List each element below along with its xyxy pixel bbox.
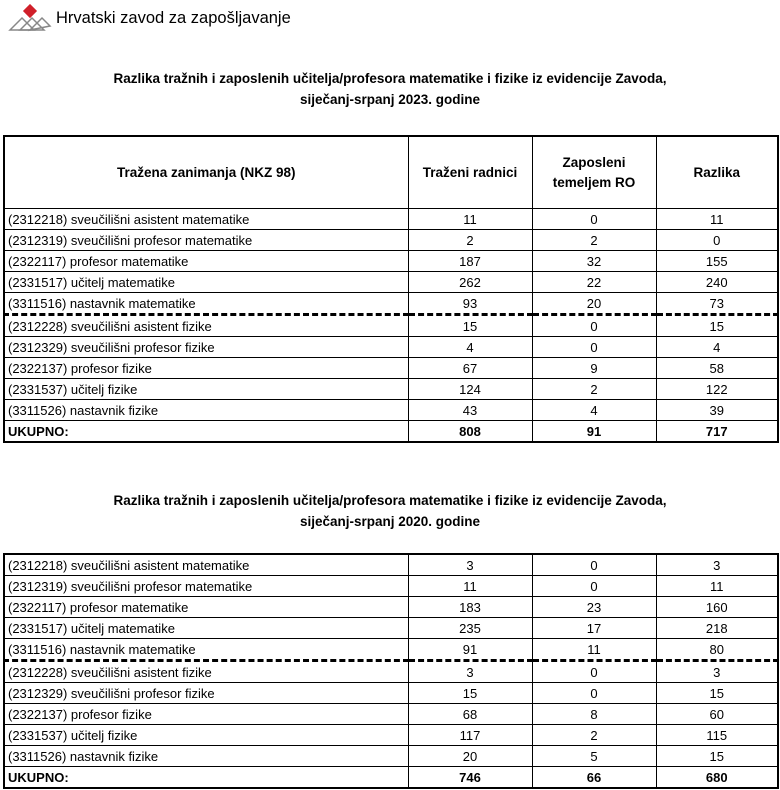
- cell-occupation: (2312228) sveučilišni asistent fizike: [4, 315, 408, 337]
- cell-employed: 0: [532, 337, 656, 358]
- cell-difference: 122: [656, 379, 778, 400]
- cell-difference: 58: [656, 358, 778, 379]
- cell-difference: 4: [656, 337, 778, 358]
- table-row: [4, 337, 778, 358]
- cell-requested: 3: [408, 661, 532, 683]
- table-row: [4, 661, 778, 683]
- total-difference: 680: [656, 767, 778, 789]
- cell-requested: 20: [408, 746, 532, 767]
- cell-requested: 187: [408, 251, 532, 272]
- cell-occupation: (2331517) učitelj matematike: [4, 272, 408, 293]
- cell-occupation: (2312218) sveučilišni asistent matematike: [4, 209, 408, 230]
- cell-occupation: (2322117) profesor matematike: [4, 251, 408, 272]
- table-total-row: [4, 421, 778, 443]
- cell-occupation: (3311526) nastavnik fizike: [4, 400, 408, 421]
- cell-employed: 0: [532, 554, 656, 576]
- cell-employed: 17: [532, 618, 656, 639]
- col-header-difference: Razlika: [656, 136, 778, 209]
- cell-requested: 183: [408, 597, 532, 618]
- table-row: [4, 230, 778, 251]
- table-row: [4, 400, 778, 421]
- cell-occupation: (3311516) nastavnik matematike: [4, 293, 408, 315]
- cell-requested: 93: [408, 293, 532, 315]
- table-row: [4, 358, 778, 379]
- table1-title-line1: Razlika tražnih i zaposlenih učitelja/profesora matematike i fizike iz evidencije Zavoda,: [113, 71, 667, 86]
- cell-requested: 3: [408, 554, 532, 576]
- cell-occupation: (3311516) nastavnik matematike: [4, 639, 408, 661]
- table-row: [4, 746, 778, 767]
- cell-difference: 15: [656, 683, 778, 704]
- cell-employed: 2: [532, 725, 656, 746]
- cell-employed: 9: [532, 358, 656, 379]
- cell-occupation: (2312319) sveučilišni profesor matematike: [4, 576, 408, 597]
- table-row: [4, 597, 778, 618]
- cell-requested: 2: [408, 230, 532, 251]
- cell-employed: 0: [532, 576, 656, 597]
- cell-requested: 262: [408, 272, 532, 293]
- table-row: [4, 576, 778, 597]
- cell-occupation: (2312329) sveučilišni profesor fizike: [4, 337, 408, 358]
- page-header: [8, 4, 291, 32]
- cell-requested: 68: [408, 704, 532, 725]
- table-row: [4, 725, 778, 746]
- total-employed: 91: [532, 421, 656, 443]
- table-row: [4, 379, 778, 400]
- table-2020: [3, 553, 779, 789]
- cell-employed: 0: [532, 683, 656, 704]
- cell-difference: 15: [656, 746, 778, 767]
- cell-requested: 15: [408, 315, 532, 337]
- cell-difference: 160: [656, 597, 778, 618]
- total-label: UKUPNO:: [4, 421, 408, 443]
- table-row: [4, 639, 778, 661]
- table-row: [4, 315, 778, 337]
- cell-requested: 235: [408, 618, 532, 639]
- cell-difference: 11: [656, 576, 778, 597]
- total-requested: 746: [408, 767, 532, 789]
- cell-occupation: (2322137) profesor fizike: [4, 358, 408, 379]
- cell-employed: 4: [532, 400, 656, 421]
- table-row: [4, 704, 778, 725]
- cell-requested: 67: [408, 358, 532, 379]
- cell-employed: 0: [532, 661, 656, 683]
- cell-employed: 5: [532, 746, 656, 767]
- table-2023: [3, 135, 779, 443]
- cell-employed: 2: [532, 230, 656, 251]
- cell-difference: 73: [656, 293, 778, 315]
- cell-occupation: (2312329) sveučilišni profesor fizike: [4, 683, 408, 704]
- total-requested: 808: [408, 421, 532, 443]
- cell-employed: 0: [532, 315, 656, 337]
- hzz-logo-icon: [8, 4, 52, 32]
- cell-difference: 15: [656, 315, 778, 337]
- cell-difference: 218: [656, 618, 778, 639]
- table-row: [4, 272, 778, 293]
- table-row: [4, 683, 778, 704]
- cell-difference: 155: [656, 251, 778, 272]
- cell-requested: 4: [408, 337, 532, 358]
- cell-occupation: (2322137) profesor fizike: [4, 704, 408, 725]
- table-header-row: [4, 136, 778, 209]
- org-name: Hrvatski zavod za zapošljavanje: [56, 8, 291, 27]
- col-header-employed-line2: temeljem RO: [552, 174, 636, 190]
- cell-requested: 15: [408, 683, 532, 704]
- total-difference: 717: [656, 421, 778, 443]
- cell-employed: 22: [532, 272, 656, 293]
- table-row: [4, 554, 778, 576]
- table2-title: [0, 490, 780, 532]
- cell-requested: 43: [408, 400, 532, 421]
- cell-difference: 3: [656, 554, 778, 576]
- cell-requested: 124: [408, 379, 532, 400]
- cell-difference: 11: [656, 209, 778, 230]
- cell-occupation: (2331537) učitelj fizike: [4, 725, 408, 746]
- table-row: [4, 293, 778, 315]
- cell-occupation: (2331537) učitelj fizike: [4, 379, 408, 400]
- cell-requested: 91: [408, 639, 532, 661]
- cell-occupation: (2331517) učitelj matematike: [4, 618, 408, 639]
- cell-difference: 240: [656, 272, 778, 293]
- cell-employed: 32: [532, 251, 656, 272]
- col-header-occupation: Tražena zanimanja (NKZ 98): [4, 136, 408, 209]
- cell-employed: 8: [532, 704, 656, 725]
- cell-employed: 11: [532, 639, 656, 661]
- cell-requested: 11: [408, 209, 532, 230]
- cell-employed: 20: [532, 293, 656, 315]
- table2-title-line1: Razlika tražnih i zaposlenih učitelja/profesora matematike i fizike iz evidencije Zavoda,: [113, 493, 667, 508]
- total-label: UKUPNO:: [4, 767, 408, 789]
- cell-requested: 117: [408, 725, 532, 746]
- cell-occupation: (2322117) profesor matematike: [4, 597, 408, 618]
- table-row: [4, 209, 778, 230]
- cell-occupation: (3311526) nastavnik fizike: [4, 746, 408, 767]
- table2-title-line2: siječanj-srpanj 2020. godine: [299, 514, 481, 529]
- cell-employed: 2: [532, 379, 656, 400]
- cell-requested: 11: [408, 576, 532, 597]
- cell-difference: 80: [656, 639, 778, 661]
- cell-employed: 0: [532, 209, 656, 230]
- cell-difference: 3: [656, 661, 778, 683]
- total-employed: 66: [532, 767, 656, 789]
- cell-occupation: (2312228) sveučilišni asistent fizike: [4, 661, 408, 683]
- col-header-employed-line1: Zaposleni: [562, 154, 626, 170]
- table1-title: [0, 68, 780, 110]
- table-row: [4, 618, 778, 639]
- cell-occupation: (2312218) sveučilišni asistent matematike: [4, 554, 408, 576]
- col-header-employed: [532, 136, 656, 209]
- cell-difference: 0: [656, 230, 778, 251]
- cell-difference: 39: [656, 400, 778, 421]
- table-row: [4, 251, 778, 272]
- table1-title-line2: siječanj-srpanj 2023. godine: [299, 92, 481, 107]
- cell-difference: 60: [656, 704, 778, 725]
- table-total-row: [4, 767, 778, 789]
- cell-occupation: (2312319) sveučilišni profesor matematike: [4, 230, 408, 251]
- col-header-requested: Traženi radnici: [408, 136, 532, 209]
- cell-employed: 23: [532, 597, 656, 618]
- cell-difference: 115: [656, 725, 778, 746]
